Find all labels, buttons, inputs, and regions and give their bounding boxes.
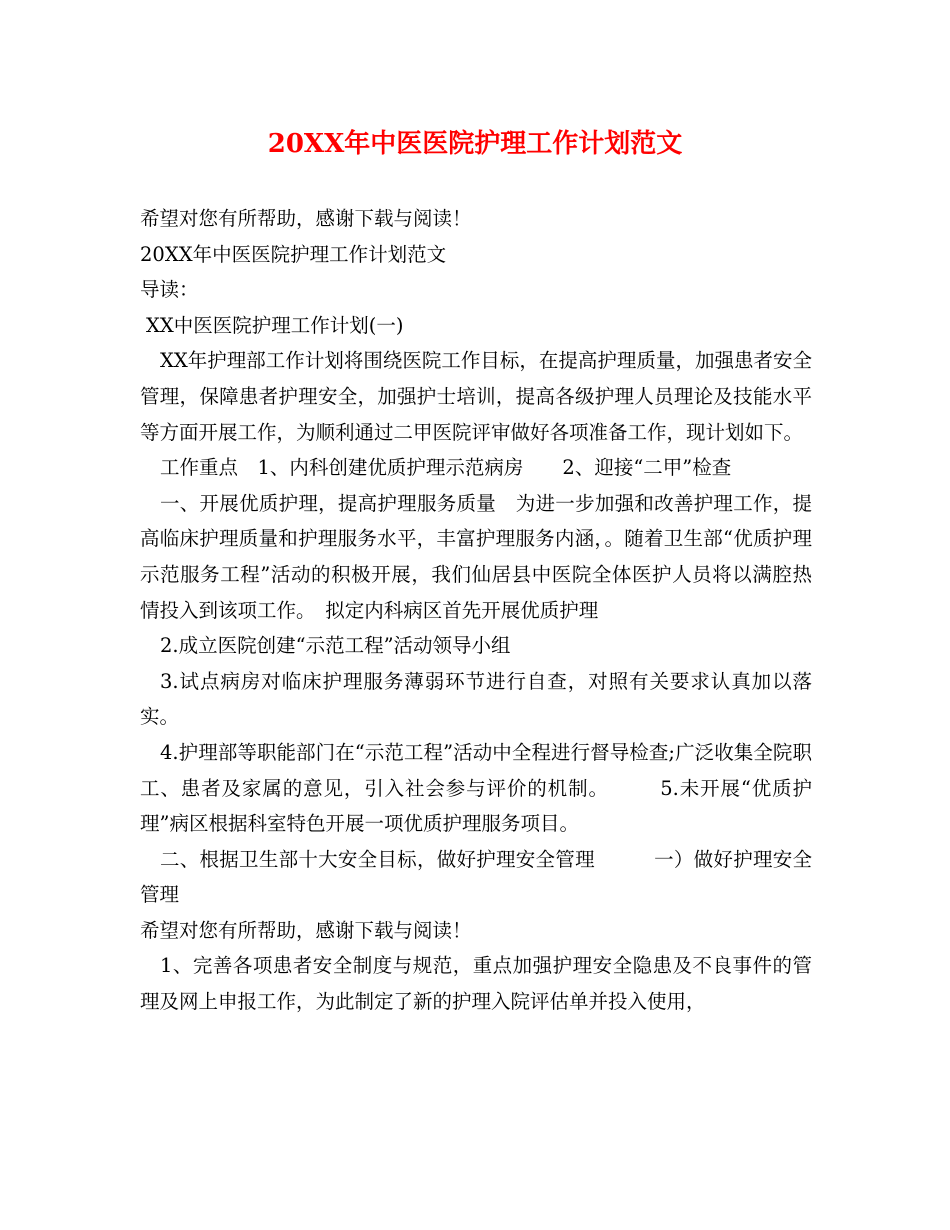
section-heading: XX中医医院护理工作计划(一) — [146, 313, 404, 337]
paragraph-key-points: 工作重点 1、内科创建优质护理示范病房 2、迎接“二甲”检查 — [160, 456, 732, 480]
list-item: 4.护理部等职能部门在“示范工程”活动中全程进行督导检查;广泛收集全院职工、患者及家属的意见，引入社会参与评价的机制。 5.未开展“优质护理”病区根据科室特色开展一项优质护理服务项目。 — [140, 740, 812, 836]
list-item: 2.成立医院创建“示范工程”活动领导小组 — [160, 634, 511, 658]
list-item: 3.试点病房对临床护理服务薄弱环节进行自查，对照有关要求认真加以落实。 — [140, 669, 812, 729]
document-title: 20XX年中医医院护理工作计划范文 — [267, 129, 683, 159]
paragraph: XX年护理部工作计划将围绕医院工作目标，在提高护理质量，加强患者安全管理，保障患者护理安全，加强护士培训，提高各级护理人员理论及技能水平等方面开展工作，为顺利通过二甲医院评审做好各项准备工作，现计划如下。 — [140, 349, 812, 444]
intro-label: 导读： — [140, 278, 199, 302]
subtitle-line: 20XX年中医医院护理工作计划范文 — [140, 242, 447, 266]
thanks-line: 希望对您有所帮助，感谢下载与阅读！ — [140, 918, 472, 942]
paragraph: 二、根据卫生部十大安全目标，做好护理安全管理 一）做好护理安全管理 — [140, 847, 812, 907]
document-body — [140, 201, 812, 1020]
paragraph: 1、完善各项患者安全制度与规范，重点加强护理安全隐患及不良事件的管理及网上申报工作，为此制定了新的护理入院评估单并投入使用， — [140, 954, 812, 1014]
thanks-line: 希望对您有所帮助，感谢下载与阅读！ — [140, 207, 472, 230]
paragraph: 一、开展优质护理，提高护理服务质量 为进一步加强和改善护理工作，提高临床护理质量和护理服务水平，丰富护理服务内涵，。随着卫生部“优质护理示范服务工程”活动的积极开展，我们仙居县中医院全体医护人员将以满腔热情投入到该项工作。 拟定内科病区首先开展优质护理 — [140, 491, 812, 622]
